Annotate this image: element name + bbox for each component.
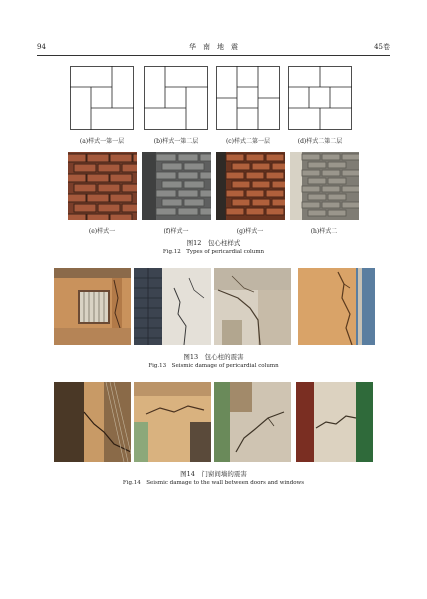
photo-brick-style1-e bbox=[68, 152, 137, 220]
subcaption-c: (c)样式二第一层 bbox=[225, 138, 271, 145]
subcaption-d: (d)样式二第二层 bbox=[297, 138, 343, 145]
subcaption-h: (h)样式二 bbox=[310, 228, 338, 235]
diagram-style2-layer2 bbox=[288, 66, 352, 130]
photo-wall-diagonal-damage bbox=[54, 382, 131, 462]
subcaption-b: (b)样式一第二层 bbox=[153, 138, 199, 145]
photo-brick-style1-f bbox=[142, 152, 211, 220]
diagram-style1-layer2 bbox=[144, 66, 208, 130]
fig12-caption-en: Fig.12 Types of pericardial column bbox=[162, 249, 265, 255]
subcaption-f: (f)样式一 bbox=[163, 228, 189, 235]
fig12-caption-cn: 图12 包心柱样式 bbox=[186, 239, 241, 247]
subcaption-g: (g)样式一 bbox=[236, 228, 264, 235]
photo-damage-vertical-crack bbox=[298, 268, 375, 345]
photo-damage-window-column bbox=[54, 268, 131, 345]
photo-damage-brick-column bbox=[134, 268, 211, 345]
diagram-style1-layer1 bbox=[70, 66, 134, 130]
subcaption-a: (a)样式一第一层 bbox=[79, 138, 125, 145]
photo-damage-corner-crack bbox=[214, 268, 291, 345]
fig13-caption-cn: 图13 包心柱的震害 bbox=[183, 353, 244, 361]
subcaption-e: (e)样式一 bbox=[88, 228, 116, 235]
page-number: 94 bbox=[37, 43, 46, 51]
photo-wall-stair-crack bbox=[296, 382, 373, 462]
journal-title: 华 南 地 震 bbox=[189, 43, 238, 51]
fig13-caption-en: Fig.13 Seismic damage of pericardial column bbox=[148, 363, 279, 369]
diagram-style2-layer1 bbox=[216, 66, 280, 130]
volume-label: 45卷 bbox=[374, 43, 390, 51]
photo-wall-diagonal-crack bbox=[214, 382, 291, 462]
header-rule bbox=[37, 55, 390, 56]
photo-brick-style2-h bbox=[290, 152, 359, 220]
fig14-caption-en: Fig.14 Seismic damage to the wall between doors and windows bbox=[122, 480, 305, 486]
photo-wall-horizontal-crack bbox=[134, 382, 211, 462]
photo-brick-style1-g bbox=[216, 152, 285, 220]
fig14-caption-cn: 图14 门窗间墙的震害 bbox=[180, 470, 247, 478]
